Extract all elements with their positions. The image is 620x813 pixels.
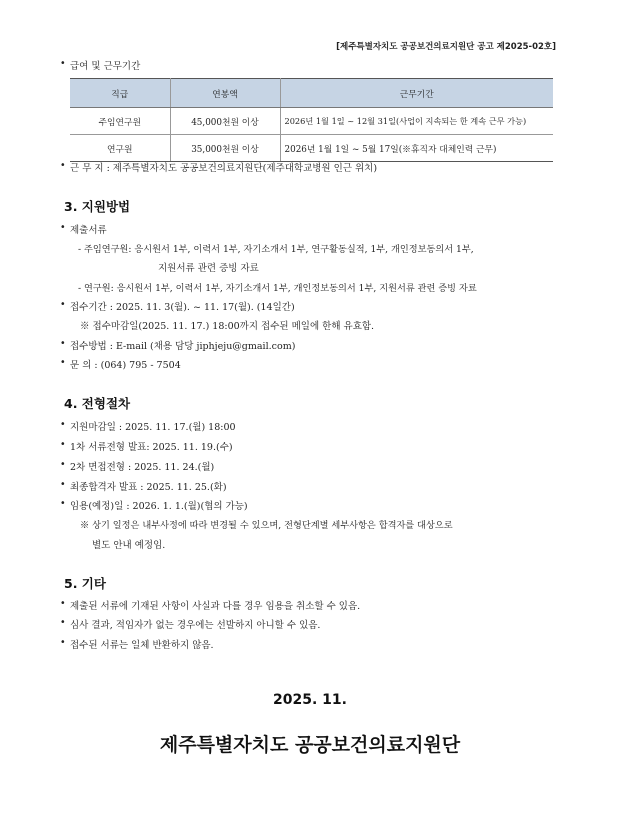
notice-number: [제주특별자치도 공공보건의료지원단 공고 제2025-02호] bbox=[336, 42, 556, 52]
application-method: • 접수방법 : E-mail (채용 담당 jiphjeju@gmail.com) bbox=[70, 338, 295, 352]
table-header-row bbox=[70, 79, 553, 108]
header-period: 근무기간 bbox=[280, 79, 553, 108]
list-item: • 접수된 서류는 일체 반환하지 않음. bbox=[70, 637, 214, 651]
schedule-note: ※ 상기 일정은 내부사정에 따라 변경될 수 있으며, 전형단계별 세부사항은 합격자를 대상으로 bbox=[80, 520, 453, 531]
period-note: ※ 접수마감일(2025. 11. 17.) 18:00까지 접수된 메일에 한해 유효함. bbox=[80, 321, 375, 332]
list-item: • 제출된 서류에 기재된 사항이 사실과 다를 경우 임용을 취소할 수 있음. bbox=[70, 598, 360, 612]
organization-name: 제주특별자치도 공공보건의료지원단 bbox=[159, 734, 461, 756]
cell-rank: 주임연구원 bbox=[70, 108, 170, 135]
application-period: • 접수기간 : 2025. 11. 3(월). ~ 11. 17(월). (14일간) bbox=[70, 299, 295, 313]
header-rank: 직급 bbox=[70, 79, 170, 108]
section-title: 5. 기타 bbox=[64, 576, 106, 591]
cell-period: 2026년 1월 1일 ~ 12월 31일(사업이 지속되는 한 계속 근무 가능) bbox=[280, 108, 553, 135]
table-row bbox=[70, 135, 553, 162]
docs-senior-continued: 지원서류 관련 증빙 자료 bbox=[158, 263, 259, 274]
list-item: • 지원마감일 : 2025. 11. 17.(월) 18:00 bbox=[70, 419, 236, 433]
cell-salary: 35,000천원 이상 bbox=[170, 135, 280, 162]
docs-researcher-line: - 연구원: 응시원서 1부, 이력서 1부, 자기소개서 1부, 개인정보동의서 1부, 지원서류 관련 증빙 자료 bbox=[78, 283, 477, 294]
list-item: • 2차 면접전형 : 2025. 11. 24.(월) bbox=[70, 459, 214, 473]
header-salary: 연봉액 bbox=[170, 79, 280, 108]
list-item: • 심사 결과, 적임자가 없는 경우에는 선발하지 아니할 수 있음. bbox=[70, 617, 320, 631]
list-item: • 임용(예정)일 : 2026. 1. 1.(월)(협의 가능) bbox=[70, 498, 248, 512]
salary-table bbox=[70, 78, 553, 162]
list-item: • 1차 서류전형 발표: 2025. 11. 19.(수) bbox=[70, 439, 233, 453]
section-title: 3. 지원방법 bbox=[64, 199, 131, 214]
docs-senior-line: - 주임연구원: 응시원서 1부, 이력서 1부, 자기소개서 1부, 연구활동실적, 1부, 개인정보동의서 1부, bbox=[78, 244, 474, 255]
table-row bbox=[70, 108, 553, 135]
inquiry: • 문 의 : (064) 795 - 7504 bbox=[70, 357, 181, 371]
cell-period: 2026년 1월 1일 ~ 5월 17일(※휴직자 대체인력 근무) bbox=[280, 135, 553, 162]
list-item: • 제출서류 bbox=[70, 222, 107, 236]
announcement-date: 2025. 11. bbox=[273, 692, 347, 708]
cell-rank: 연구원 bbox=[70, 135, 170, 162]
cell-salary: 45,000천원 이상 bbox=[170, 108, 280, 135]
list-item: • 최종합격자 발표 : 2025. 11. 25.(화) bbox=[70, 479, 227, 493]
schedule-note-continued: 별도 안내 예정임. bbox=[92, 540, 166, 551]
salary-heading: • 급여 및 근무기간 bbox=[70, 58, 140, 72]
section-title: 4. 전형절차 bbox=[64, 396, 131, 411]
workplace: • 근 무 지 : 제주특별자치도 공공보건의료지원단(제주대학교병원 인근 위치) bbox=[70, 160, 377, 174]
